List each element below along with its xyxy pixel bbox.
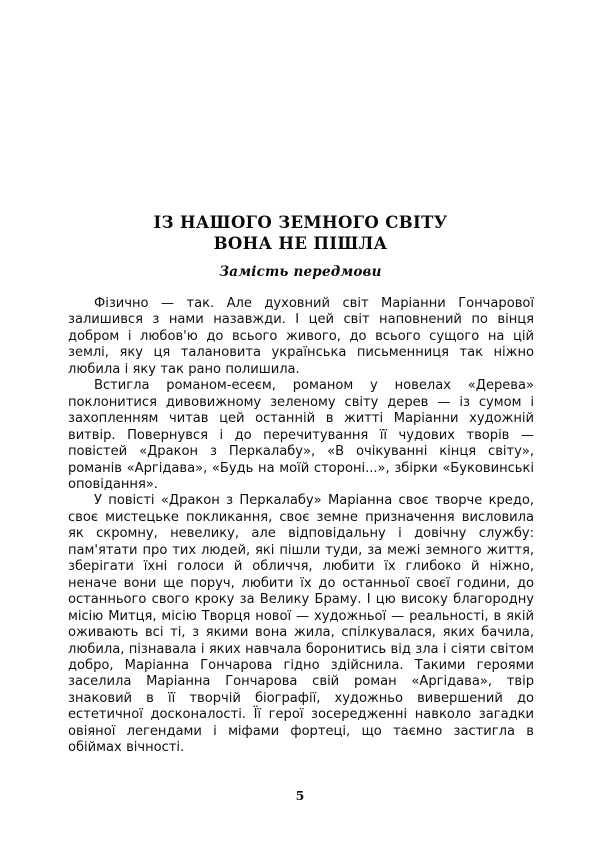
paragraph: Встигла романом-есеєм, романом у новелах «Дерева» поклонитися дивовижному зеленому світу дерев — із сумом і захопленням читав цей останній в житті Маріанни художній витвір. Повернувся і до перечитування її чудових творів — повістей «Дракон з Перкалабу», «В очікуванні кінця світу», романів «Аргідава», «Будь на моїй стороні...», збірки «Буковинські оповідання». xyxy=(68,378,534,492)
page-title xyxy=(68,212,533,254)
page-number: 5 xyxy=(295,788,305,803)
page-subtitle: Замість передмови xyxy=(219,264,382,280)
page-title-line-2: ВОНА НЕ ПІШЛА xyxy=(213,234,388,253)
body-text xyxy=(68,296,534,757)
heading-block xyxy=(68,212,533,281)
page-title-line-1: ІЗ НАШОГО ЗЕМНОГО СВІТУ xyxy=(153,213,448,232)
paragraph: Фізично — так. Але духовний світ Маріанни Гончарової залишився з нами назавжди. І цей світ наповнений по вінця добром і любов'ю до всього живого, до всього сущого на цій землі, яку ця талановита українська письменниця так ніжно любила і яку так рано полишила. xyxy=(68,296,534,377)
paragraph: У повісті «Дракон з Перкалабу» Маріанна своє творче кредо, своє мистецьке покликання, своє земне призначення висловила як скромну, невелику, але відповідальну і довічну службу: пам'ятати про тих людей, які пішли туди, за межі земного життя, зберігати їхні голоси й обличчя, любити їх глибоко й ніжно, неначе вони ще поруч, любити їх до останньої своєї години, до останнього свого кроку за Велику Браму. І цю високу благородну місію Митця, місію Творця нової — художньої — реальності, в якій оживають всі ті, з якими вона жила, спілкувалася, яких бачила, любила, пізнавала і яких навчала боронитись від зла і сіяти світом добро, Маріанна Гончарова гідно здійснила. Такими героями заселила Маріанна Гончарова свій роман «Аргідава», твір знаковий в її творчій біографії, художньо вивершений до естетичної досконалості. Її герої зосередженні навколо загадки овіяної легендами і міфами фортеці, що таємно застигла в обіймах вічності. xyxy=(68,493,534,756)
